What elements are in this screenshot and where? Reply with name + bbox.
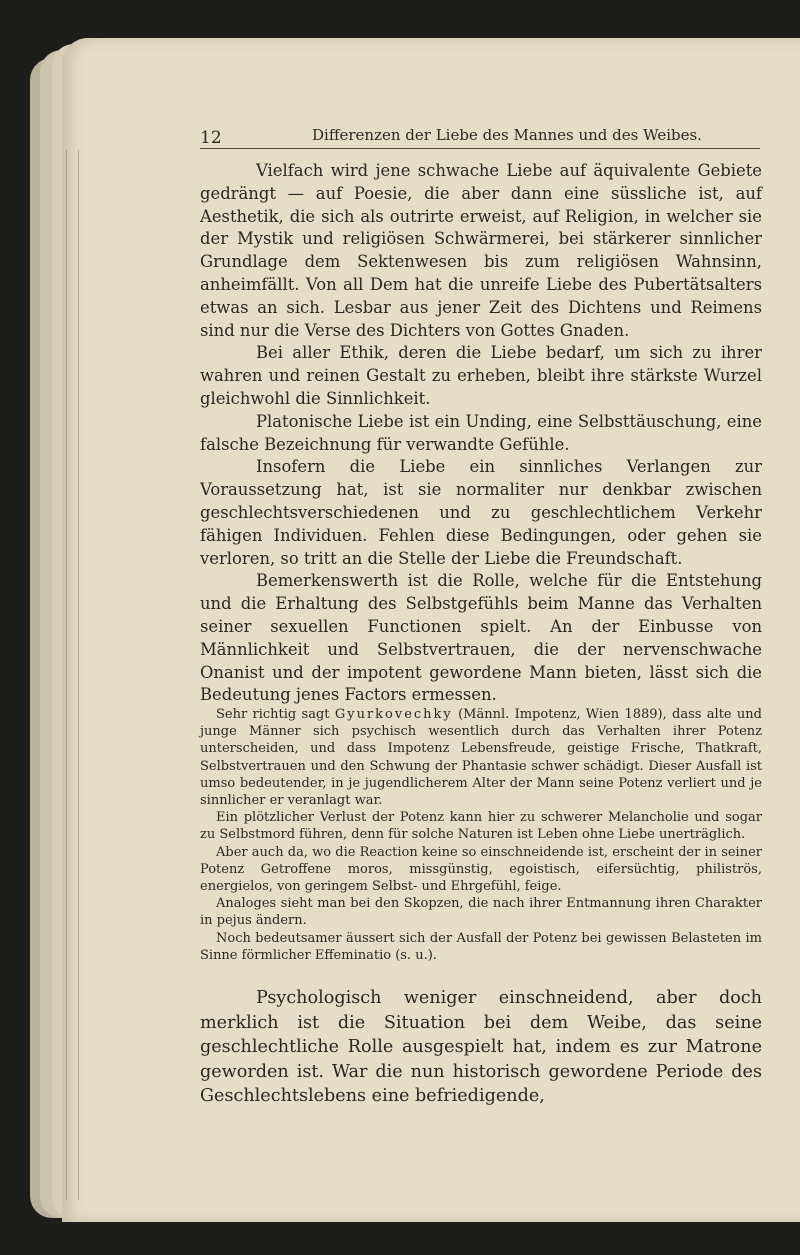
paragraph: Platonische Liebe ist ein Unding, eine Selbsttäuschung, eine falsche Bezeichnung für verwandte Gefühle. [200, 411, 762, 454]
note-paragraph: Analoges sieht man bei den Skopzen, die nach ihrer Entmannung ihren Charakter in pejus ändern. [200, 896, 762, 929]
note-paragraph: Ein plötzlicher Verlust der Potenz kann hier zu schwerer Melancholie und sogar zu Selbstmord führen, denn für solche Naturen ist Leben ohne Liebe unerträglich. [200, 810, 762, 843]
page-edge-line [66, 150, 67, 1200]
paragraph: Vielfach wird jene schwache Liebe auf äquivalente Gebiete gedrängt — auf Poesie, die aber dann eine süssliche ist, auf Aesthetik, die sich als outrirte erweist, auf Religion, in welcher sie der Mystik und religiösen Schwärmerei, bei stärkerer sinnlicher Grundlage dem Sektenwesen bis zum religiösen Wahnsinn, anheimfällt. Von all Dem hat die unreife Liebe des Pubertätsalters etwas an sich. Lesbar aus jener Zeit des Dichtens und Reimens sind nur die Verse des Dichters von Gottes Gnaden. [200, 161, 762, 340]
note-text: Sehr richtig sagt [216, 707, 335, 722]
paragraph: Bemerkenswerth ist die Rolle, welche für die Entstehung und die Erhaltung des Selbstgefühls beim Manne das Verhalten seiner sexuellen Functionen spielt. An der Einbusse von Männlichkeit und Selbstvertrauen, die der nervenschwache Onanist und der impotent gewordene Mann bieten, lässt sich die Bedeutung jenes Factors ermessen. [200, 571, 762, 705]
cited-author: Gyurkovechky [334, 707, 453, 722]
note-text: (Männl. Impotenz, Wien 1889), dass alte und junge Männer sich psychisch wesentlich durch das Verhalten ihrer Potenz unterscheiden, und dass Impotenz Lebensfreude, geistige Frische, Thatkraft, Selbstvertrauen und den Schwung der Phantasie schwer schädigt. Dieser Ausfall ist umso bedeutender, in je jugendlicherem Alter der Mann seine Potenz verliert und je sinnlicher er veranlagt war. [200, 707, 763, 809]
note-paragraph: Noch bedeutsamer äussert sich der Ausfall der Potenz bei gewissen Belasteten im Sinne förmlicher Effeminatio (s. u.). [200, 930, 762, 963]
page-edge-line [78, 150, 79, 1200]
page-number: 12 [200, 128, 222, 148]
closing-text [200, 986, 762, 1109]
note-paragraph [200, 706, 762, 809]
main-text [200, 160, 762, 707]
paragraph: Bei aller Ethik, deren die Liebe bedarf, um sich zu ihrer wahren und reinen Gestalt zu erheben, bleibt ihre stärkste Wurzel gleichwohl die Sinnlichkeit. [200, 343, 762, 408]
small-print-section [200, 706, 762, 964]
paragraph: Psychologisch weniger einschneidend, aber doch merklich ist die Situation bei dem Weibe, das seine geschlechtliche Rolle ausgespielt hat, indem es zur Matrone geworden ist. War die nun historisch gewordene Periode des Geschlechtslebens eine befriedigende, [200, 988, 762, 1106]
page-header [200, 120, 760, 149]
paragraph: Insofern die Liebe ein sinnliches Verlangen zur Voraussetzung hat, ist sie normaliter nur denkbar zwischen geschlechtsverschiedenen und zu geschlechtlichem Verkehr fähigen Individuen. Fehlen diese Bedingungen, oder gehen sie verloren, so tritt an die Stelle der Liebe die Freundschaft. [200, 457, 762, 568]
note-paragraph: Aber auch da, wo die Reaction keine so einschneidende ist, erscheint der in seiner Potenz Getroffene moros, missgünstig, egoistisch, eifersüchtig, philiströs, energielos, von geringem Selbst- und Ehrgefühl, feige. [200, 844, 762, 895]
running-title: Differenzen der Liebe des Mannes und des Weibes. [312, 126, 702, 144]
